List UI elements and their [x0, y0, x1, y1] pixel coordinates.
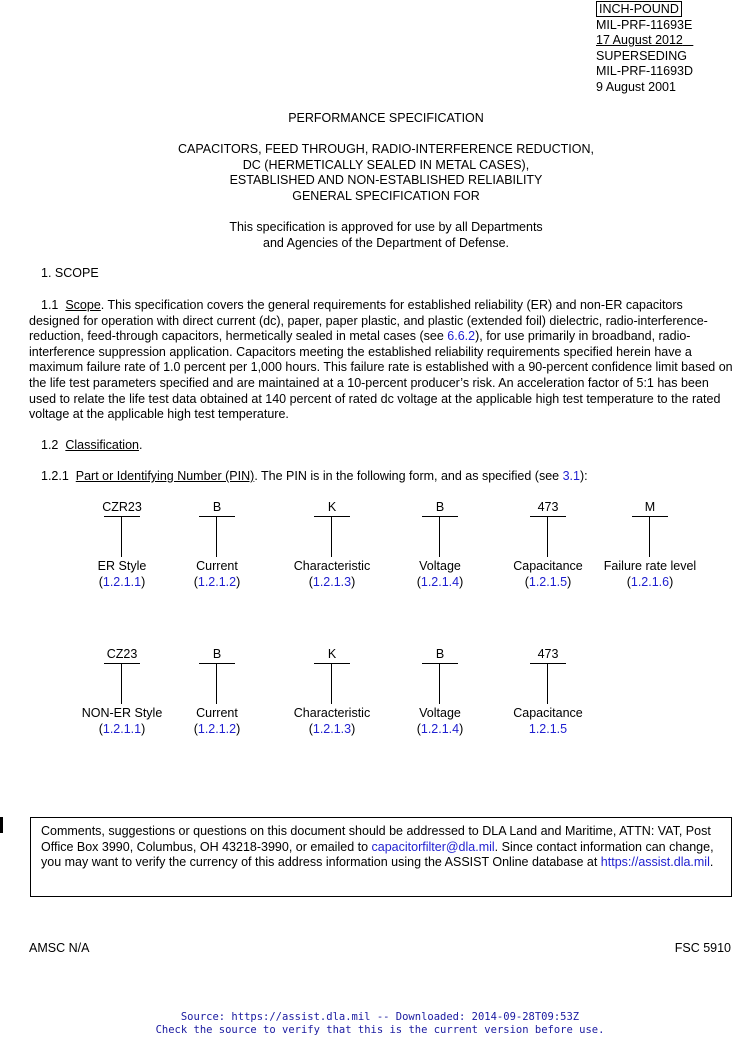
- pin-connector: [104, 663, 140, 704]
- classification-heading: [41, 438, 142, 452]
- scope-title: Scope: [65, 298, 101, 312]
- pin-ref-link[interactable]: 1.2.1.5: [528, 721, 568, 736]
- download-footer: [0, 1011, 734, 1037]
- pin-ref-link[interactable]: 1.2.1.4: [420, 721, 460, 736]
- pin-text-a: . The PIN is in the following form, and as specified (see: [254, 469, 563, 483]
- pin-text-b: ):: [579, 469, 588, 483]
- scope-text-b: ), for use primarily in broadband, radio-interference suppression application. Capacitors meeting the established reliability requirements specified herein have a maximum failure rate of 1.0 percent per 1,000 hours. This failure rate is established with a 90-percent confidence limit based on the life test parameters specified and are maintained at a 10-percent producer’s risk. An acceleration factor of 5:1 has been used to relate the life test data obtained at 140 percent of rated dc voltage at the applicable high test temperature to the rated voltage at the applicable high test temperature.: [29, 329, 733, 422]
- amsc-label: AMSC N/A: [29, 941, 90, 955]
- comments-text-a: Comments, suggestions or questions on this document should be addressed to DLA Land and Maritime, ATTN: VAT, Post Office Box 3990, Columbus, OH 43218-3990, or emailed to: [41, 824, 711, 854]
- classification-title: Classification: [65, 438, 139, 452]
- scope-text-a: . This specification covers the general requirements for established reliability (ER) and non-ER capacitors designed for operation with direct current (dc), paper, paper plastic, and plastic (extended foil) dielectric, radio-interference-reduction, feed-through capacitors, hermetically sealed in metal cases (see: [29, 298, 708, 344]
- doc-date: 17 August 2012: [596, 33, 683, 47]
- pin-label: Voltage: [419, 559, 461, 573]
- pin-field: CZ23 NON-ER Style (1.2.1.1): [57, 647, 187, 737]
- document-title: [0, 142, 734, 204]
- superseded-id: MIL-PRF-11693D: [596, 64, 694, 78]
- pin-field: [483, 647, 613, 737]
- footer-check-line: Check the source to verify that this is the current version before use.: [155, 1024, 605, 1036]
- approval-line-2: and Agencies of the Department of Defense.: [263, 235, 509, 250]
- scope-number: 1.1: [41, 298, 59, 312]
- pin-code: 473: [537, 647, 559, 661]
- pin-connector: [422, 663, 458, 704]
- pin-field: B Voltage (1.2.1.4): [375, 500, 505, 590]
- comments-box: [30, 817, 732, 897]
- superseding-label: SUPERSEDING: [596, 48, 687, 63]
- pin-code: B: [212, 500, 222, 514]
- classification-number: 1.2: [41, 438, 59, 452]
- pin-ref-link[interactable]: 1.2.1.2: [197, 574, 237, 589]
- pin-title: Part or Identifying Number (PIN): [75, 469, 255, 483]
- pin-label: Current: [196, 559, 238, 573]
- pin-label: Capacitance: [513, 559, 583, 573]
- pin-field: CZR23 ER Style (1.2.1.1): [57, 500, 187, 590]
- pin-ref-link[interactable]: 1.2.1.1: [102, 574, 142, 589]
- pin-connector: [422, 516, 458, 557]
- title-line-3: ESTABLISHED AND NON-ESTABLISHED RELIABILITY: [229, 173, 543, 187]
- classification-suffix: .: [138, 438, 143, 452]
- pin-code: 473: [537, 500, 559, 514]
- comments-text-b: . Since contact information can change, you may want to verify the currency of this address information using the ASSIST Online database at: [41, 839, 714, 870]
- pin-connector: [530, 663, 566, 704]
- comments-text-c: .: [709, 855, 714, 870]
- footer-source-line: Source: https://assist.dla.mil -- Downloaded: 2014-09-28T09:53Z: [180, 1011, 580, 1023]
- pin-ref-link[interactable]: 1.2.1.1: [102, 721, 142, 736]
- pin-connector: [314, 516, 350, 557]
- inch-pound-label: INCH-POUND: [596, 1, 682, 17]
- pin-code: K: [327, 647, 337, 661]
- pin-field: K Characteristic (1.2.1.3): [267, 647, 397, 737]
- pin-code: M: [644, 500, 656, 514]
- title-line-4: GENERAL SPECIFICATION FOR: [292, 188, 480, 203]
- spec-type: PERFORMANCE SPECIFICATION: [288, 111, 484, 125]
- email-link[interactable]: capacitorfilter@dla.mil: [371, 839, 495, 854]
- pin-label: Capacitance: [513, 706, 583, 720]
- pin-code: K: [327, 500, 337, 514]
- pin-label: NON-ER Style: [81, 706, 163, 720]
- pin-connector: [199, 516, 235, 557]
- pin-label: Characteristic: [293, 706, 371, 720]
- pin-ref-link[interactable]: 1.2.1.3: [312, 721, 352, 736]
- approval-line-1: This specification is approved for use by all Departments: [229, 220, 543, 234]
- fsc-label: FSC 5910: [674, 941, 731, 955]
- pin-code: B: [435, 647, 445, 661]
- pin-ref-link[interactable]: 1.2.1.6: [630, 574, 670, 589]
- pin-code: B: [435, 500, 445, 514]
- pin-connector: [199, 663, 235, 704]
- pin-ref-link[interactable]: 1.2.1.3: [312, 574, 352, 589]
- pin-connector: [104, 516, 140, 557]
- pin-code: B: [212, 647, 222, 661]
- scope-paragraph: [29, 298, 734, 423]
- pin-label: Voltage: [419, 706, 461, 720]
- pin-ref-link[interactable]: 1.2.1.5: [528, 574, 568, 589]
- pin-ref-link[interactable]: 1.2.1.2: [197, 721, 237, 736]
- pin-field: B Current (1.2.1.2): [152, 500, 282, 590]
- pin-field: 473 Capacitance (1.2.1.5): [483, 500, 613, 590]
- superseded-date: 9 August 2001: [596, 79, 676, 94]
- change-bar: [0, 817, 3, 833]
- pin-number: 1.2.1: [41, 469, 69, 483]
- title-line-2: DC (HERMETICALLY SEALED IN METAL CASES),: [242, 157, 530, 172]
- pin-ref-link[interactable]: 1.2.1.4: [420, 574, 460, 589]
- pin-paragraph: [41, 469, 588, 483]
- assist-link[interactable]: https://assist.dla.mil: [600, 855, 710, 870]
- pin-connector: [314, 663, 350, 704]
- doc-id: MIL-PRF-11693E: [596, 17, 693, 32]
- title-line-1: CAPACITORS, FEED THROUGH, RADIO-INTERFERENCE REDUCTION,: [177, 142, 594, 156]
- approval-statement: [0, 220, 734, 251]
- section-heading-scope: 1. SCOPE: [41, 266, 99, 280]
- pin-code: CZ23: [106, 647, 138, 661]
- pin-label: ER Style: [97, 559, 147, 573]
- ref-link-6-6-2[interactable]: 6.6.2: [447, 329, 476, 344]
- ref-link-3-1[interactable]: 3.1: [562, 469, 580, 483]
- pin-field: B Voltage (1.2.1.4): [375, 647, 505, 737]
- pin-connector: [632, 516, 668, 557]
- pin-field: M Failure rate level (1.2.1.6): [585, 500, 715, 590]
- pin-label: Current: [196, 706, 238, 720]
- pin-field: K Characteristic (1.2.1.3): [267, 500, 397, 590]
- pin-connector: [530, 516, 566, 557]
- pin-field: B Current (1.2.1.2): [152, 647, 282, 737]
- pin-label: Characteristic: [293, 559, 371, 573]
- pin-code: CZR23: [102, 500, 142, 514]
- document-header: [596, 1, 693, 95]
- pin-label: Failure rate level: [603, 559, 697, 573]
